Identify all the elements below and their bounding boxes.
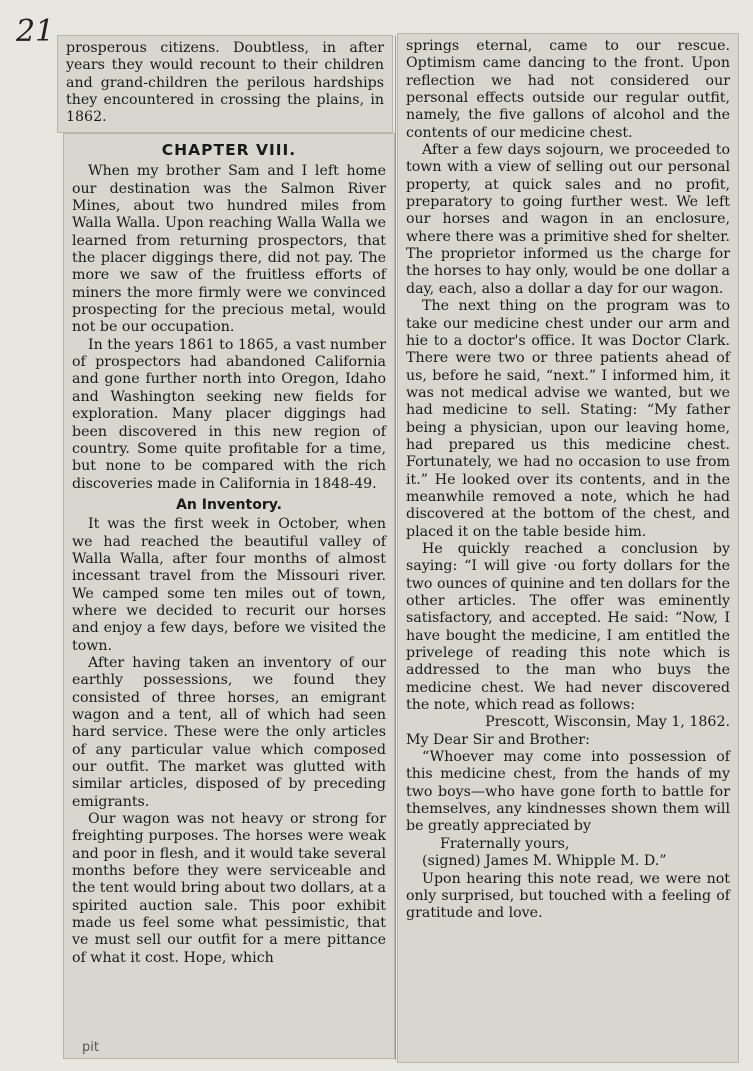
paragraph: The next thing on the program was to take our medicine chest under our arm and hie to a doctor's office. It was Doctor Clark. There were two or three patients ahead of us, before he said, “next.” I informed him, it was not medical advise we wanted, but we had medicine to sell. Stating: “My father being a physician, upon our leaving home, had prepared us this medicine chest. Fortunately, we had no occasion to use from it.” He looked over its contents, and in the meanwhile removed a note, which he had discovered at the bottom of the chest, and placed it on the table beside him. bbox=[406, 298, 730, 540]
paragraph: In the years 1861 to 1865, a vast number of prospectors had abandoned California and gone further north into Oregon, Idaho and Washington seeking new fields for exploration. Many placer diggings had been discovered in this new region of country. Some quite profitable for a time, but none to be compared with the rich discoveries made in California in 1848-49. bbox=[72, 336, 386, 492]
letter-signature: (signed) James M. Whipple M. D.” bbox=[422, 853, 667, 870]
letter-body: “Whoever may come into possession of this medicine chest, from the hands of my two boys—who have gone forth to battle for themselves, any kindnesses shown them will be greatly appreciated by bbox=[406, 749, 730, 835]
letter-salutation: My Dear Sir and Brother: bbox=[406, 731, 590, 748]
paragraph: When my brother Sam and I left home our destination was the Salmon River Mines, about two hundred miles from Walla Walla. Upon reaching Walla Walla we learned from returning prospectors, that the placer diggings there, did not pay. The more we saw of the fruitless efforts of miners the more firmly were we convinced prospecting for the precious metal, would not be our occupation. bbox=[72, 163, 386, 336]
paragraph: prosperous citizens. Doubtless, in after years they would recount to their children and grand-children the perilous hardships they encountered in crossing the plains, in 1862. bbox=[66, 40, 384, 126]
watermark: pit bbox=[82, 1040, 99, 1055]
paragraph: He quickly reached a conclusion by saying: “I will give ·ou forty dollars for the two ounces of quinine and ten dollars for the other articles. The offer was eminently satisfactory, and accepted. He said: “Now, I have bought the medicine, I am entitled the privelege of reading this note which is addressed to the man who buys the medicine chest. We had never discovered the note, which read as follows: bbox=[406, 540, 730, 714]
paragraph: springs eternal, came to our rescue. Optimism came dancing to the front. Upon reflection we had not considered our personal effects outside our regular outfit, namely, the five gallons of alcohol and the contents of our medicine chest. bbox=[406, 38, 730, 141]
subheading: An Inventory. bbox=[176, 496, 282, 513]
letter-dateline: Prescott, Wisconsin, May 1, 1862. bbox=[485, 714, 730, 731]
chapter-title: CHAPTER VIII. bbox=[161, 141, 297, 159]
letter-closing: Fraternally yours, bbox=[440, 835, 570, 852]
clipping-top-left bbox=[58, 36, 392, 132]
paragraph: Upon hearing this note read, we were not only surprised, but touched with a feeling of gratitude and love. bbox=[406, 870, 730, 922]
clipping-left-column bbox=[64, 134, 394, 1058]
paragraph: After having taken an inventory of our earthly possessions, we found they consisted of three horses, an emigrant wagon and a tent, all of which had seen hard service. These were the only articles of any particular value which composed our outfit. The market was glutted with similar articles, disposed of by preceding emigrants. bbox=[72, 654, 386, 810]
clipping-right-column bbox=[398, 34, 738, 1062]
column-divider bbox=[395, 36, 396, 1060]
page-number: 21 bbox=[16, 14, 55, 49]
paragraph: Our wagon was not heavy or strong for freighting purposes. The horses were weak and poor in flesh, and it would take several months before they were serviceable and the tent would bring about two dollars, at a spirited auction sale. This poor exhibit made us feel some what pessimistic, that ve must sell our outfit for a mere pittance of what it cost. Hope, which bbox=[72, 811, 386, 966]
paragraph: After a few days sojourn, we proceeded to town with a view of selling out our personal property, at quick sales and no profit, preparatory to going further west. We left our horses and wagon in an enclosure, where there was a primitive shed for shelter. The proprietor informed us the charge for the horses to hay only, would be one dollar a day, each, also a dollar a day for our wagon. bbox=[406, 142, 730, 297]
paragraph: It was the first week in October, when we had reached the beautiful valley of Walla Walla, after four months of almost incessant travel from the Missouri river. We camped some ten miles out of town, where we decided to recurit our horses and enjoy a few days, before we visited the town. bbox=[72, 516, 386, 654]
